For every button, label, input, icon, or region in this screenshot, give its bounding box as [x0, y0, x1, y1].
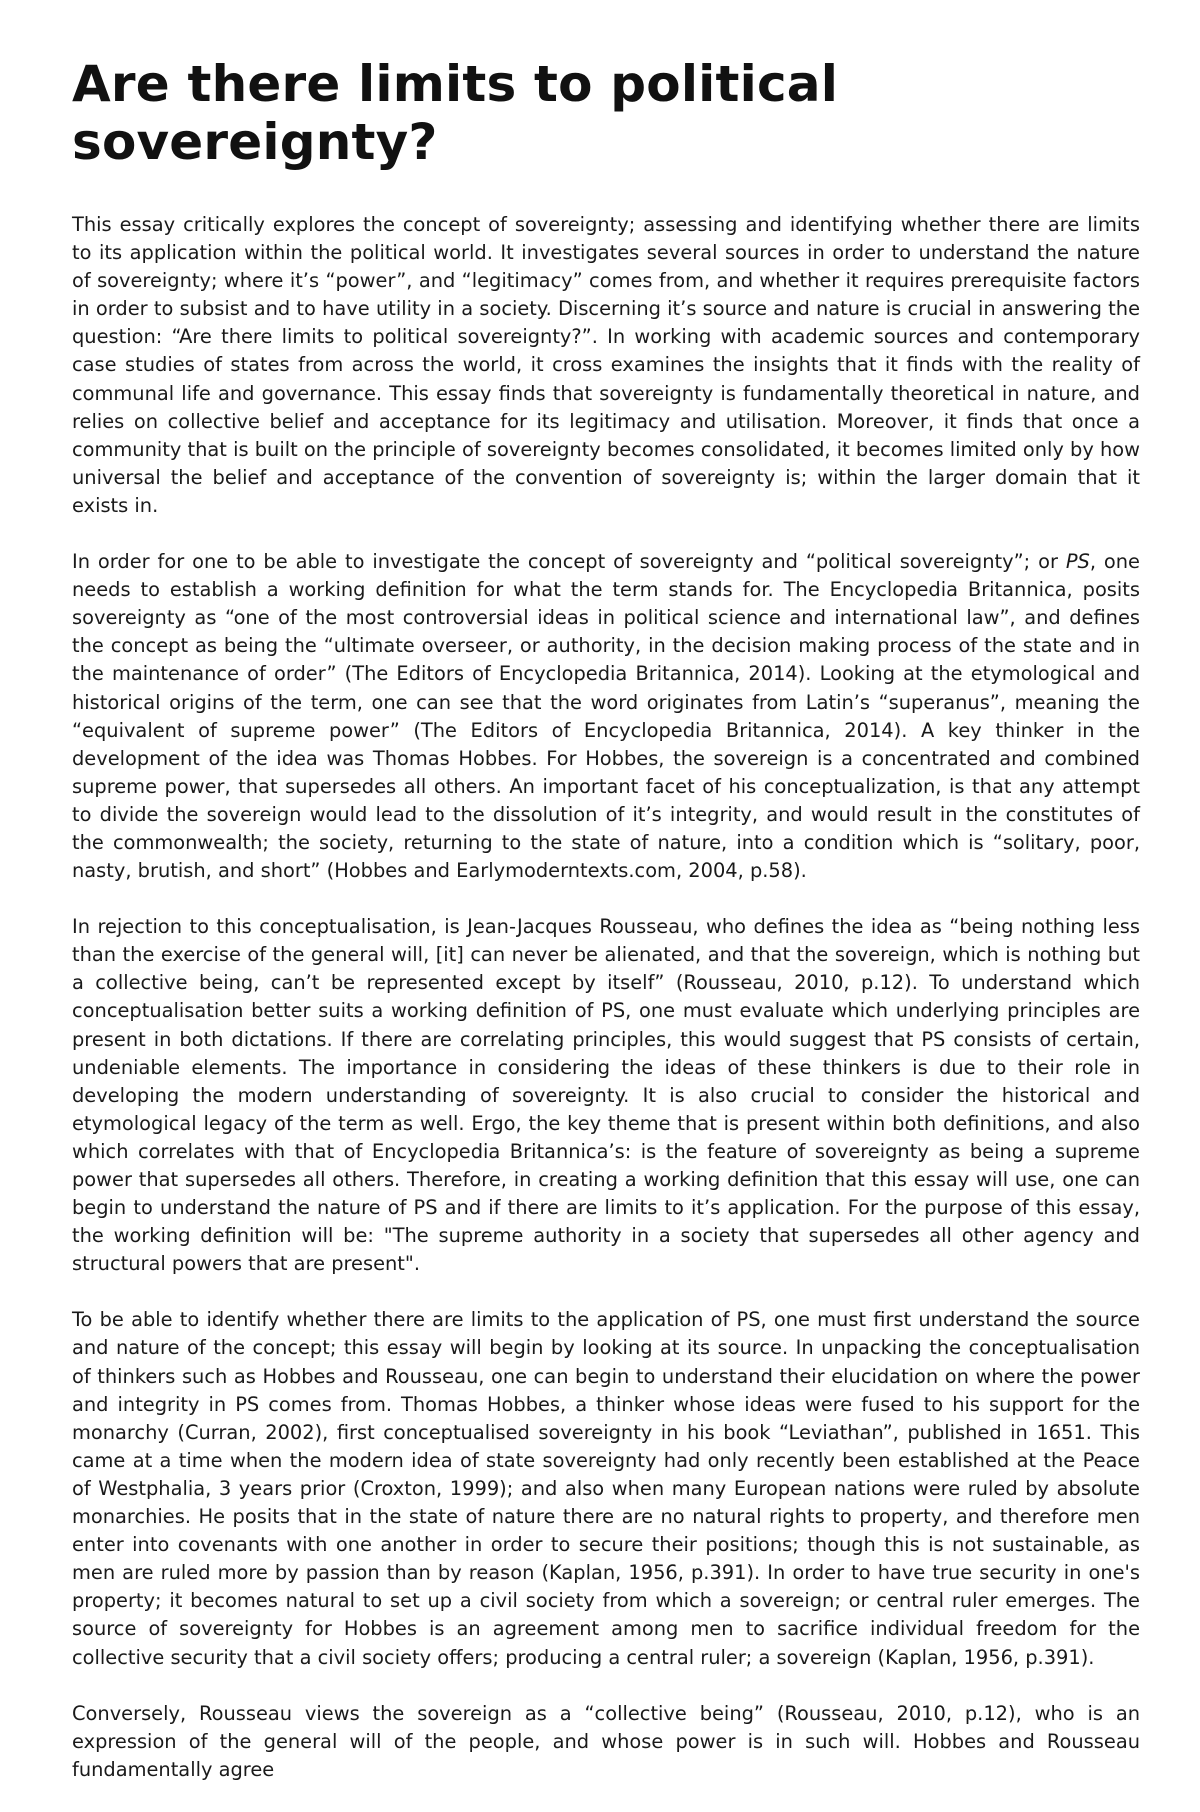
paragraph-abstract: This essay critically explores the concept of sovereignty; assessing and identifying whether there are limits to its application within the political world. It investigates several sources in order to understand the nature of sovereignty; where it’s “power”, and “legitimacy” comes from, and whether it requires prerequisite factors in order to subsist and to have utility in a society. Discerning it’s source and nature is crucial in answering the question: “Are there limits to political sovereignty?”. In working with academic sources and contemporary case studies of states from across the world, it cross examines the insights that it finds with the reality of communal life and governance. This essay finds that sovereignty is fundamentally theoretical in nature, and relies on collective belief and acceptance for its legitimacy and utilisation. Moreover, it finds that once a community that is built on the principle of sovereignty becomes consolidated, it becomes limited only by how universal the belief and acceptance of the convention of sovereignty is; within the larger domain that it exists in. — [72, 213, 1140, 517]
document-page — [72, 56, 1140, 1812]
ps-abbreviation: PS — [1065, 550, 1090, 574]
paragraph-definition — [72, 548, 1140, 885]
document-title: Are there limits to political sovereignty? — [72, 55, 839, 171]
paragraph-text-after: , one needs to establish a working definition for what the term stands for. The Encyclopedia Britannica, posits sovereignty as “one of the most controversial ideas in political science and international law”, and defines the concept as being the “ultimate overseer, or authority, in the decision making process of the state and in the maintenance of order” (The Editors of Encyclopedia Britannica, 2014). Looking at the etymological and historical origins of the term, one can see that the word originates from Latin’s “superanus”, meaning the “equivalent of supreme power” (The Editors of Encyclopedia Britannica, 2014). A key thinker in the development of the idea was Thomas Hobbes. For Hobbes, the sovereign is a concentrated and combined supreme power, that supersedes all others. An important facet of his conceptualization, is that any attempt to divide the sovereign would lead to the dissolution of it’s integrity, and would result in the constitutes of the commonwealth; the society, returning to the state of nature, into a condition which is “solitary, poor, nasty, brutish, and short” (Hobbes and Earlymoderntexts.com, 2004, p.58). — [72, 550, 1140, 883]
paragraph-source-and-nature: To be able to identify whether there are limits to the application of PS, one must first understand the source and nature of the concept; this essay will begin by looking at its source. In unpacking the conceptualisation of thinkers such as Hobbes and Rousseau, one can begin to understand their elucidation on where the power and integrity in PS comes from. Thomas Hobbes, a thinker whose ideas were fused to his support for the monarchy (Curran, 2002), first conceptualised sovereignty in his book “Leviathan”, published in 1651. This came at a time when the modern idea of state sovereignty had only recently been established at the Peace of Westphalia, 3 years prior (Croxton, 1999); and also when many European nations were ruled by absolute monarchies. He posits that in the state of nature there are no natural rights to property, and therefore men enter into covenants with one another in order to secure their positions; though this is not sustainable, as men are ruled more by passion than by reason (Kaplan, 1956, p.391). In order to have true security in one's property; it becomes natural to set up a civil society from which a sovereign; or central ruler emerges. The source of sovereignty for Hobbes is an agreement among men to sacrifice individual freedom for the collective security that a civil society offers; producing a central ruler; a sovereign (Kaplan, 1956, p.391). — [72, 1308, 1140, 1669]
paragraph-conversely: Conversely, Rousseau views the sovereign as a “collective being” (Rousseau, 2010, p.12), who is an expression of the general will of the people, and whose power is in such will. Hobbes and Rousseau fundamentally agree — [72, 1701, 1140, 1781]
paragraph-rousseau-rejection: In rejection to this conceptualisation, is Jean-Jacques Rousseau, who defines the idea as “being nothing less than the exercise of the general will, [it] can never be alienated, and that the sovereign, which is nothing but a collective being, can’t be represented except by itself” (Rousseau, 2010, p.12). To understand which conceptualisation better suits a working definition of PS, one must evaluate which underlying principles are present in both dictations. If there are correlating principles, this would suggest that PS consists of certain, undeniable elements. The importance in considering the ideas of these thinkers is due to their role in developing the modern understanding of sovereignty. It is also crucial to consider the historical and etymological legacy of the term as well. Ergo, the key theme that is present within both definitions, and also which correlates with that of Encyclopedia Britannica’s: is the feature of sovereignty as being a supreme power that supersedes all others. Therefore, in creating a working definition that this essay will use, one can begin to understand the nature of PS and if there are limits to it’s application. For the purpose of this essay, the working definition will be: "The supreme authority in a society that supersedes all other agency and structural powers that are present". — [72, 915, 1140, 1276]
paragraph-text-before: In order for one to be able to investigate the concept of sovereignty and “political sovereignty”; or — [72, 550, 1066, 574]
